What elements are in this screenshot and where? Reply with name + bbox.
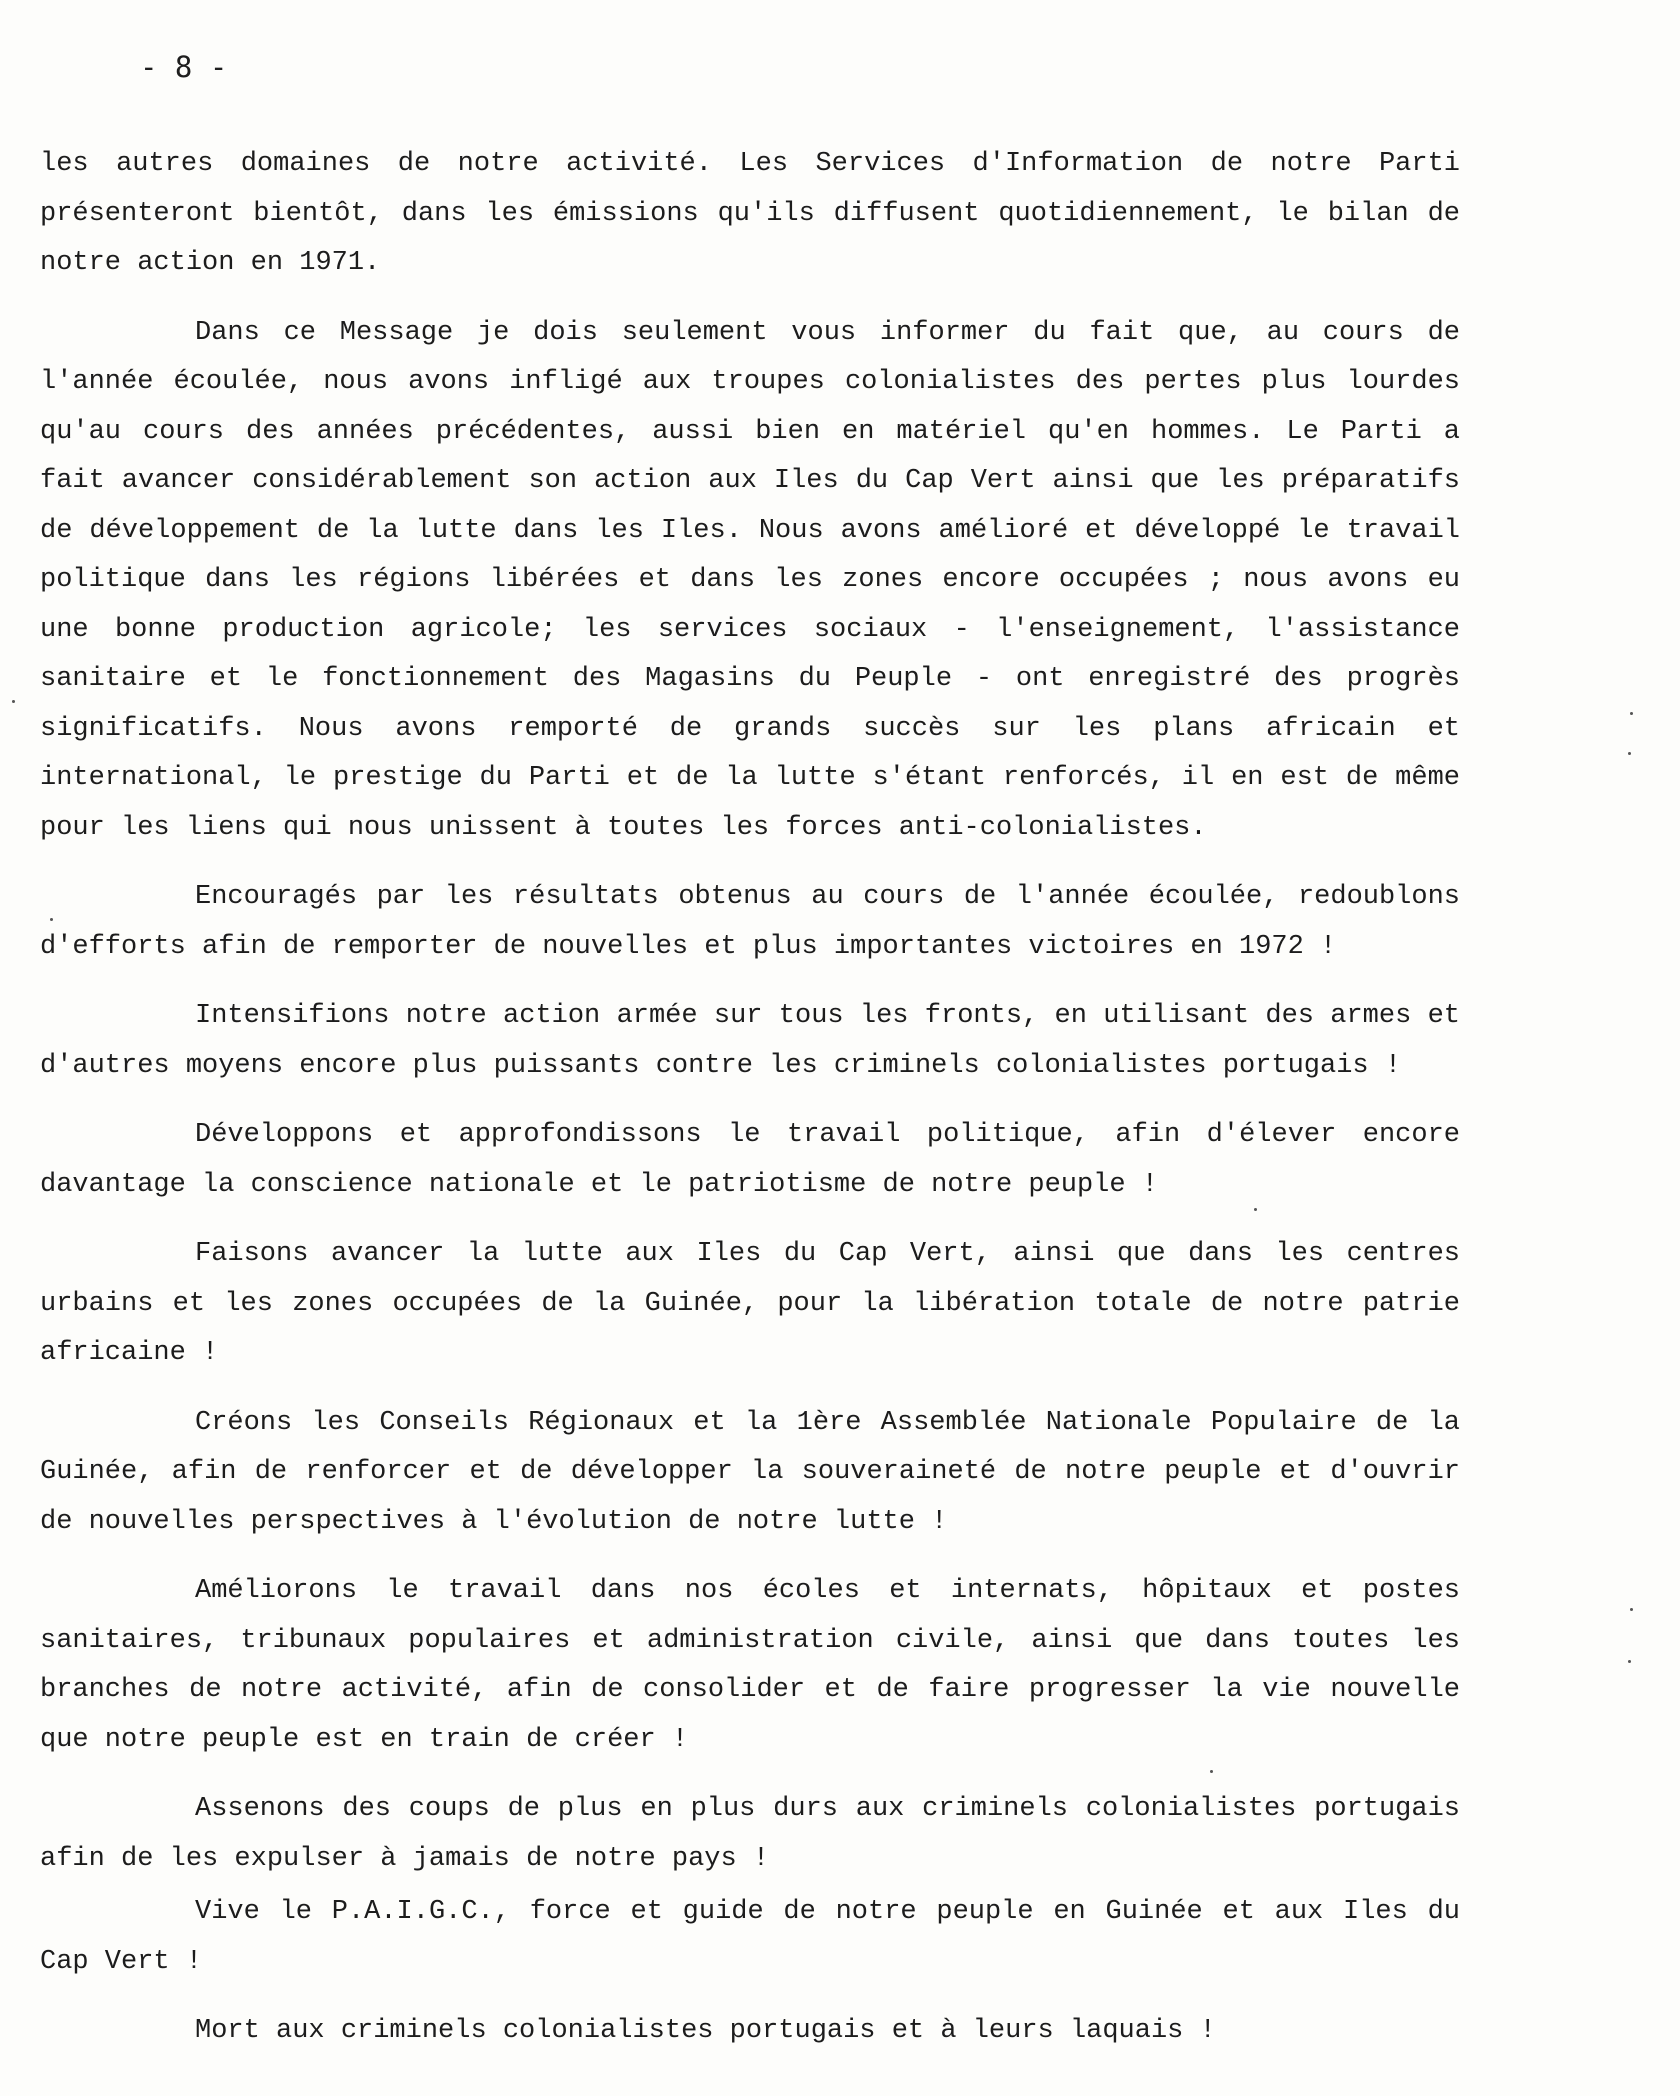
paragraph-7: Créons les Conseils Régionaux et la 1ère Assemblée Nationale Populaire de la Guinée, afin de renforcer et de développer la souveraineté de notre peuple et d'ouvrir de nouvelles perspectives à l'évolution de notre lutte ! [40, 1407, 1460, 1537]
document-body [40, 140, 1460, 2057]
scan-speck [1628, 1660, 1631, 1663]
paragraph-5: Développons et approfondissons le travail politique, afin d'élever encore davantage la conscience nationale et le patriotisme de notre peuple ! [40, 1120, 1460, 1200]
paragraph-10: Vive le P.A.I.G.C., force et guide de notre peuple en Guinée et aux Iles du Cap Vert ! [40, 1897, 1460, 1977]
paragraph-11: Mort aux criminels colonialistes portugais et à leurs laquais ! [195, 2016, 1216, 2046]
scan-speck [1630, 1608, 1633, 1611]
paragraph-3: Encouragés par les résultats obtenus au cours de l'année écoulée, redoublons d'efforts afin de remporter de nouvelles et plus importantes victoires en 1972 ! [40, 882, 1460, 962]
scan-speck [1210, 1770, 1213, 1773]
paragraph-4: Intensifions notre action armée sur tous les fronts, en utilisant des armes et d'autres moyens encore plus puissants contre les criminels colonialistes portugais ! [40, 1001, 1460, 1081]
paragraph-9: Assenons des coups de plus en plus durs aux criminels colonialistes portugais afin de les expulser à jamais de notre pays ! [40, 1794, 1460, 1874]
scan-speck [1628, 752, 1631, 755]
paragraph-8: Améliorons le travail dans nos écoles et internats, hôpitaux et postes sanitaires, tribunaux populaires et administration civile, ainsi que dans toutes les branches de notre activité, afin de consolider et de faire progresser la vie nouvelle que notre peuple est en train de créer ! [40, 1576, 1460, 1755]
scan-speck [12, 700, 15, 703]
scan-speck [1254, 1208, 1257, 1211]
paragraph-1: les autres domaines de notre activité. Les Services d'Information de notre Parti présenteront bientôt, dans les émissions qu'ils diffusent quotidiennement, le bilan de notre action en 1971. [40, 149, 1460, 278]
scan-speck [1630, 712, 1633, 715]
paragraph-2: Dans ce Message je dois seulement vous informer du fait que, au cours de l'année écoulée, nous avons infligé aux troupes colonialistes des pertes plus lourdes qu'au cours des années précédentes, aussi bien en matériel qu'en hommes. Le Parti a fait avancer considérablement son action aux Iles du Cap Vert ainsi que les préparatifs de développement de la lutte dans les Iles. Nous avons amélioré et développé le travail politique dans les régions libérées et dans les zones encore occupées ; nous avons eu une bonne production agricole; les services sociaux - l'enseignement, l'assistance sanitaire et le fonctionnement des Magasins du Peuple - ont enregistré des progrès significatifs. Nous avons remporté de grands succès sur les plans africain et international, le prestige du Parti et de la lutte s'étant renforcés, il en est de même pour les liens qui nous unissent à toutes les forces anti-colonialistes. [40, 317, 1460, 843]
paragraph-6: Faisons avancer la lutte aux Iles du Cap Vert, ainsi que dans les centres urbains et les zones occupées de la Guinée, pour la libération totale de notre patrie africaine ! [40, 1239, 1460, 1368]
page-number: - 8 - [140, 50, 228, 84]
scan-speck [50, 918, 53, 921]
